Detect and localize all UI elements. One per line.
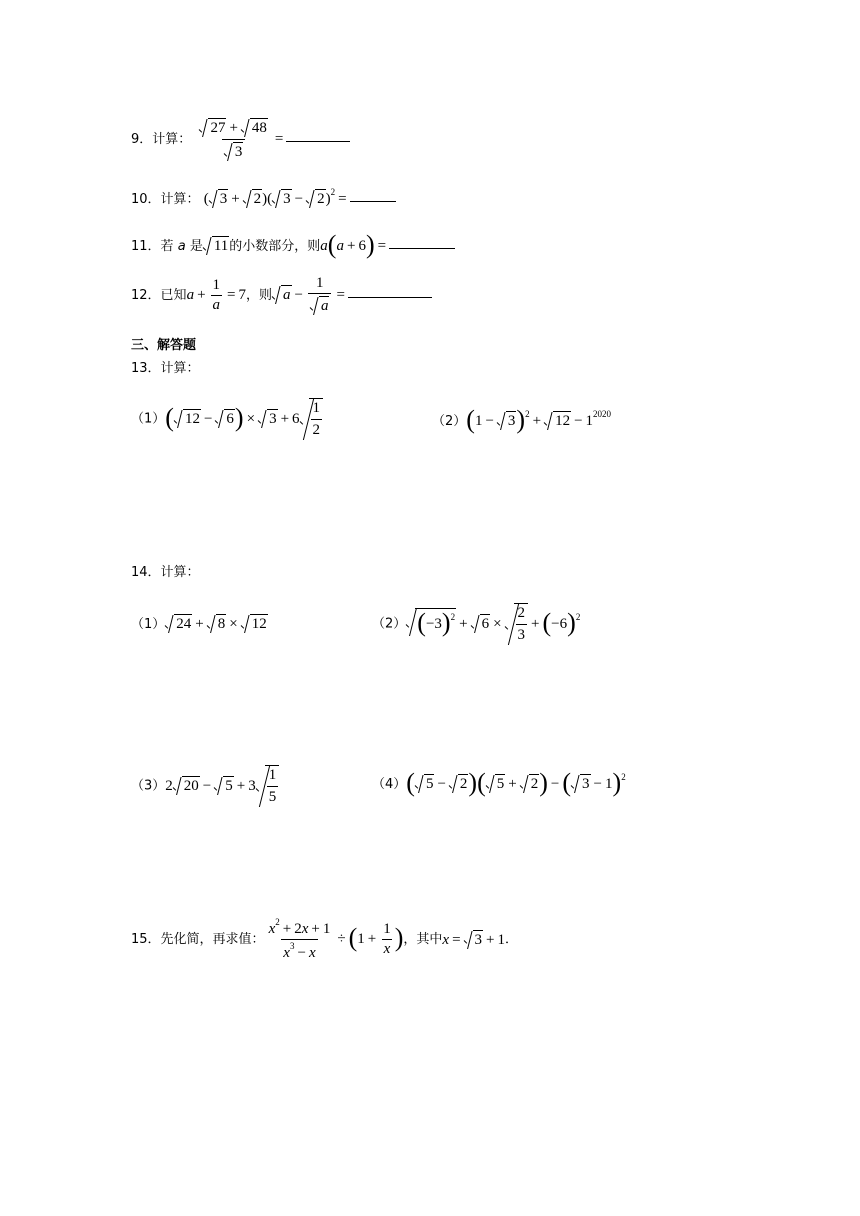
question-number: 10． [131, 192, 161, 207]
variable-a: a [177, 239, 186, 254]
question-9 [131, 118, 350, 162]
part-label: （1） [131, 617, 166, 632]
question-text: 的小数部分，则 [229, 239, 321, 254]
math-expression: a − $\frac{1}{a}$ = [272, 287, 432, 303]
question-text: 是 [189, 239, 203, 254]
question-15 [131, 918, 518, 961]
question-label: 先化简，再求值： [160, 932, 265, 947]
part-label: （4） [372, 777, 407, 792]
math-expression: x = 3 + 1 [442, 931, 506, 948]
question-number: 11． [131, 239, 161, 254]
question-text: 已知 [160, 288, 187, 304]
part-label: （2） [432, 414, 467, 429]
question-label: 计算： [160, 192, 200, 207]
question-text: ，其中 [403, 932, 443, 947]
question-label: 计算： [152, 132, 192, 148]
part-label: （2） [372, 616, 407, 632]
math-expression: $\frac{x^2 + 2x + 1}{x^3 - x}$ ÷ (1 + $\frac{1}{x}$ ) [268, 917, 404, 961]
question-label: 计算： [160, 565, 200, 580]
math-expression: ( 3 + 2)( 3 − 2)$^2$ = [204, 191, 396, 207]
answer-blank [286, 141, 350, 142]
part-label: （3） [131, 778, 166, 794]
section-heading: 三、解答题 [131, 338, 197, 353]
question-13-part-1: （1）( 12 − 6) × 3 + 6 $\frac{1}{2}$ [131, 398, 323, 440]
question-number: 12． [131, 288, 161, 304]
question-label: 计算： [160, 361, 200, 376]
question-number: 9． [131, 132, 153, 148]
question-11: 11．若 a 是 11的小数部分，则a(a + 6) = [131, 232, 455, 258]
question-number: 15． [131, 932, 161, 947]
part-label: （1） [131, 411, 166, 427]
math-expression: a(a + 6) = [320, 238, 455, 254]
question-14 [131, 566, 200, 579]
question-12 [131, 276, 432, 315]
question-14-part-2: （2） $(-3)^2 + 6$ × $\frac{2}{3}$ + $(-6)^2$ [372, 605, 581, 644]
question-text: 若 [160, 239, 174, 254]
question-14-part-3: （3）2 20 − 5 + 3 $\frac{1}{5}$ [131, 765, 279, 807]
answer-blank [348, 297, 432, 298]
question-text: ，则 [246, 288, 273, 304]
question-10 [131, 188, 396, 208]
question-14-part-1: （1） 24 + 8 × 12 [131, 616, 267, 632]
question-text: ． [505, 932, 519, 947]
question-number: 14． [131, 565, 161, 580]
question-13 [131, 362, 200, 375]
math-expression: a + $\frac{1}{a}$ = 7 [186, 277, 246, 314]
question-14-part-4: （4）( 5 − 2)( 5 + 2) − ( 3 − 1)$^2$ [372, 768, 626, 797]
answer-blank [389, 248, 455, 249]
answer-blank [350, 201, 396, 202]
math-expression: $\frac{27 + 48}{3}$ = [195, 131, 350, 147]
question-13-part-2: $(2)(1 - 3)^2 + 12 - 1^{2020}$ [432, 405, 612, 434]
question-number: 13． [131, 361, 161, 376]
